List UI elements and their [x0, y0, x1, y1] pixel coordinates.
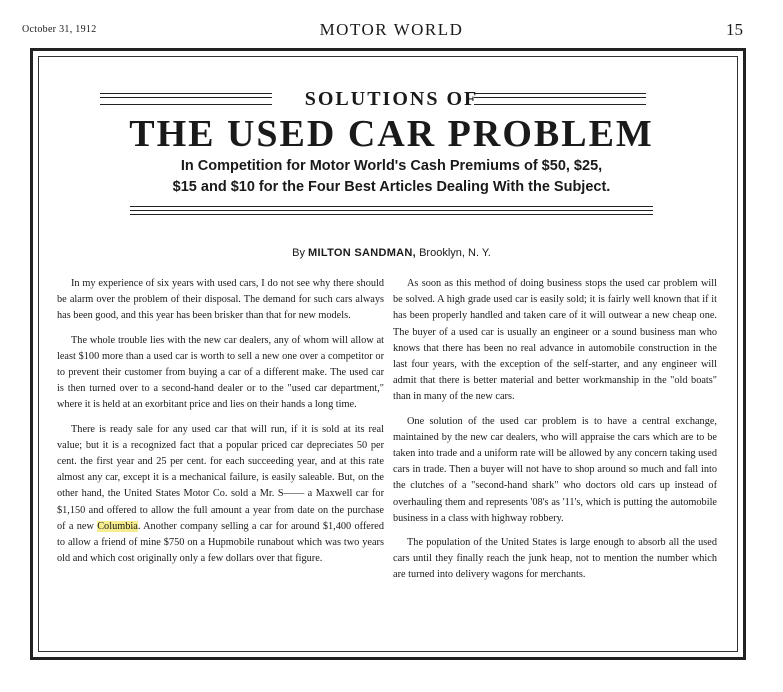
deck-double-rule [130, 206, 653, 218]
paragraph-text: . Another company selling a car for around $1,400 offered to allow a friend of mine $750 on a Hupmobile runabout which was two years old and which cost originally only a few dollars over that figure. [57, 520, 384, 565]
right-column [393, 276, 717, 592]
left-column [57, 276, 384, 575]
paragraph: One solution of the used car problem is to have a central exchange, maintained by the new car dealers, who will appraise the cars which are to be taken into trade and a uniform rate will be allowed by any concern taking used cars in trade. Then a buyer will not have to shop around so much and fall into the clutches of a "second-hand shark" who doctors old cars up instead of overhauling them and represents '08's as '11's, which is putting the automobile business in a class with highway robbery. [393, 415, 717, 524]
magazine-title: MOTOR WORLD [319, 20, 464, 39]
paragraph: The population of the United States is large enough to absorb all the used cars until they finally reach the junk heap, not to mention the number which are turned into delivery wagons for merchants. [393, 537, 717, 581]
paragraph-text: There is ready sale for any used car that will run, if it is sold at its real value; but it is a recognized fact that a popular priced car depreciates 50 per cent. the first year and 25 per cent. for each succeeding year, and at this rate almost any car, except it is a mechanical failure, is easily saleable. But, on the other hand, the United States Motor Co. sold a Mr. S—— a Maxwell car for $1,150 and offered to allow the full amount a year from date on the purchase of a new [57, 423, 384, 532]
page-number: 15 [726, 20, 743, 39]
rule-line [130, 214, 653, 215]
byline-prefix: By [292, 247, 305, 259]
issue-date: October 31, 1912 [22, 24, 97, 35]
author-place: Brooklyn, N. Y. [419, 247, 491, 259]
deck-line-1: In Competition for Motor World's Cash Premiums of $50, $25, [180, 158, 603, 174]
paragraph: As soon as this method of doing business stops the used car problem will be solved. A high grade used car is easily sold; it is fairly well known that if it has been properly handled and taken care of it will outwear a new cheap one. The buyer of a used car is usually an engineer or a sound business man who knows that there has been no real advance in automobile construction in the last four years, with the exception of the self-starter, and any engineer will admit that there is better material and better workmanship in the "old boats" than in many of the new cars. [393, 278, 717, 403]
article-deck [130, 156, 653, 198]
rule-line [130, 210, 653, 211]
byline [0, 247, 783, 259]
deck-line-2: $15 and $10 for the Four Best Articles Dealing With the Subject. [172, 179, 611, 195]
author-name: MILTON SANDMAN, [308, 247, 417, 259]
highlighted-word: Columbia [97, 520, 138, 532]
paragraph: The whole trouble lies with the new car dealers, any of whom will allow at least $100 more than a used car is worth to sell a new one over a competitor or to prevent their customer from buying a car of a different make. The used car is then turned over to a second-hand dealer or to the "used car department," where it is held at an exorbitant price and lies on their hands a long time. [57, 334, 384, 411]
paragraph [57, 422, 384, 568]
paragraph: In my experience of six years with used cars, I do not see why there should be alarm over the problem of their disposal. The demand for such cars always has been good, and this year has been brisker than that for new models. [57, 278, 384, 322]
rule-line [130, 206, 653, 207]
article-kicker: SOLUTIONS OF [304, 88, 479, 110]
running-head [0, 18, 783, 42]
article-headline: THE USED CAR PROBLEM [129, 113, 654, 155]
